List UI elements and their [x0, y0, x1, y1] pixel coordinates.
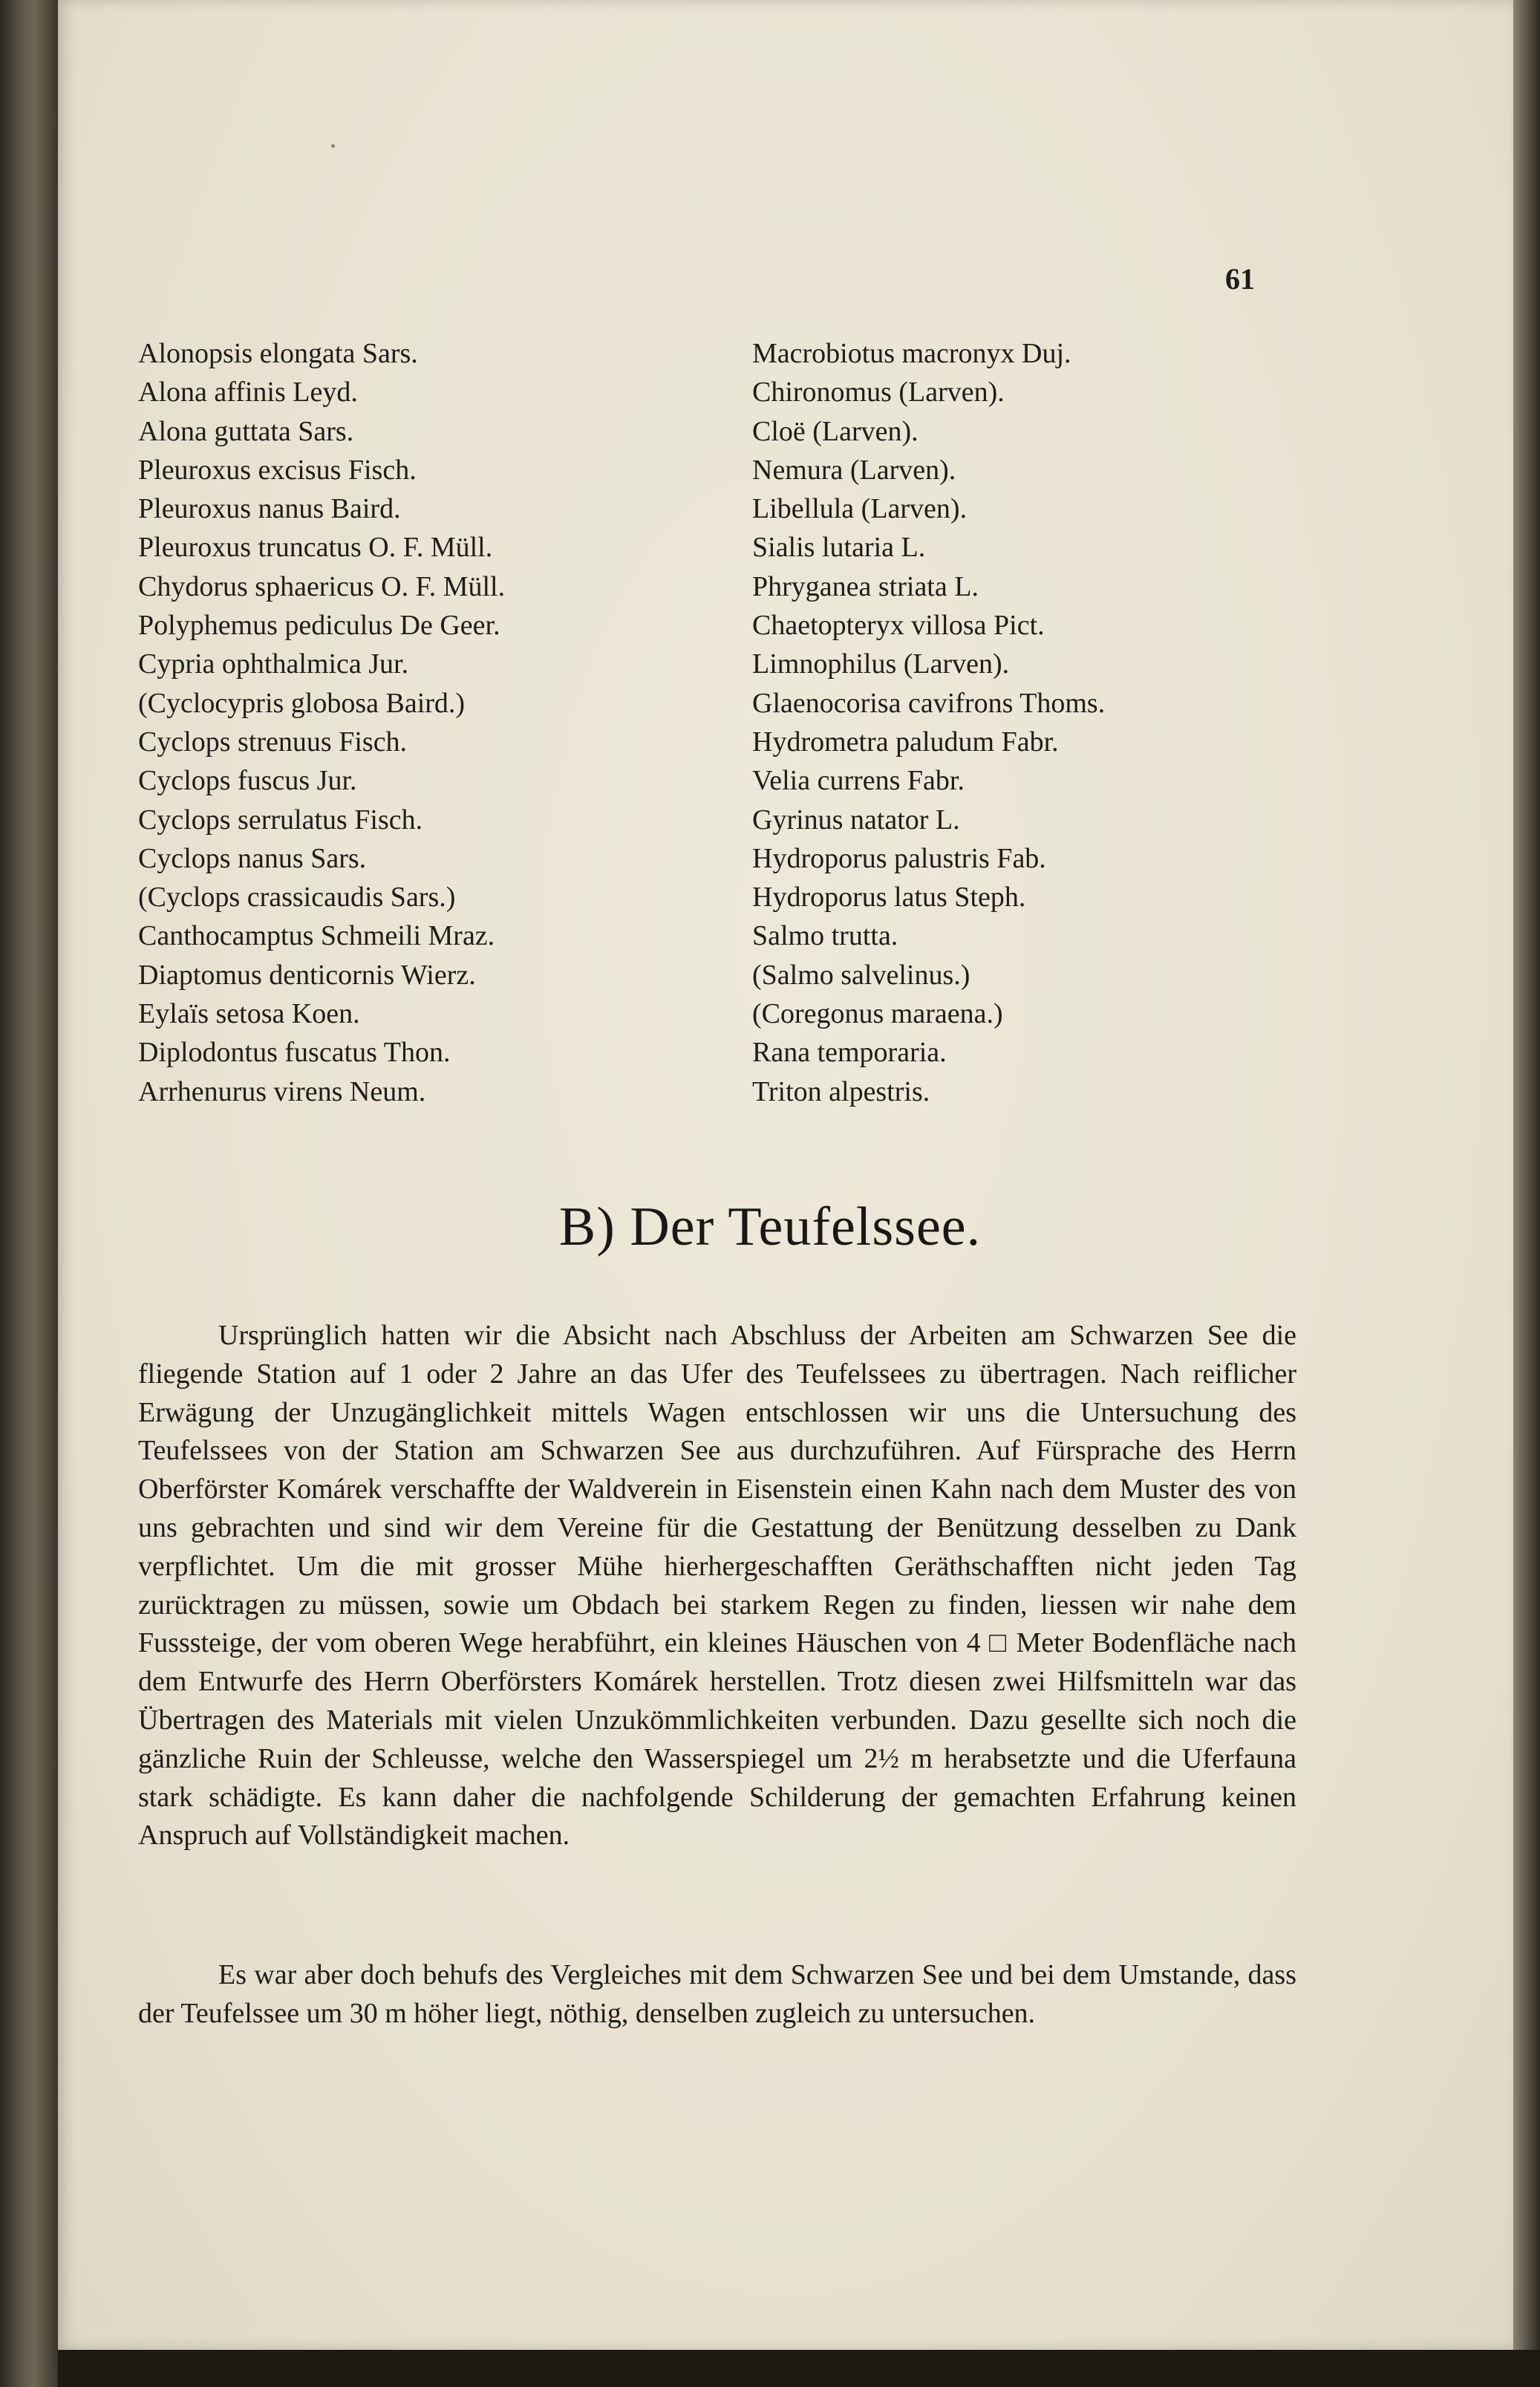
body-paragraph-1: Ursprünglich hatten wir die Absicht nach Abschluss der Arbeiten am Schwarzen See die fliegende Station auf 1 oder 2 Jahre an das Ufer des Teufelssees zu übertragen. Nach reiflicher Erwägung der Unzugänglichkeit mittels Wagen entschlossen wir uns die Untersuchung des Teufelssees von der Station am Schwarzen See aus durchzuführen. Auf Fürsprache des Herrn Oberförster Komárek verschaffte der Waldverein in Eisenstein einen Kahn nach dem Muster des von uns gebrachten und sind wir dem Vereine für die Gestattung der Benützung desselben zu Dank verpflichtet. Um die mit grosser Mühe hierhergeschafften Geräthschafften nicht jeden Tag zurücktragen zu müssen, sowie um Obdach bei starkem Regen zu finden, liessen wir nahe dem Fusssteige, der vom oberen Wege herabführt, ein kleines Häuschen von 4 □ Meter Bodenfläche nach dem Entwurfe des Herrn Oberförsters Komárek herstellen. Trotz diesen zwei Hilfsmitteln war das Übertragen des Materials mit vielen Unzukömmlichkeiten verbunden. Dazu gesellte sich noch die gänzliche Ruin der Schleusse, welche den Wasserspiegel um 2½ m herabsetzte und die Uferfauna stark schädigte. Es kann daher die nachfolgende Schilderung der gemachten Erfahrung keinen Anspruch auf Vollständigkeit machen.	[138, 1320, 1296, 1852]
species-entry: Triton alpestris.	[752, 1075, 930, 1107]
species-entry: Cyclops fuscus Jur.	[138, 765, 357, 797]
species-entry: Diplodontus fuscatus Thon.	[138, 1037, 451, 1069]
species-entry: Velia currens Fabr.	[752, 765, 965, 797]
species-entry: Chydorus sphaericus O. F. Müll.	[138, 570, 506, 602]
species-entry: Canthocamptus Schmeili Mraz.	[138, 920, 495, 952]
species-entry: Hydroporus palustris Fab.	[752, 842, 1046, 874]
species-entry: Rana temporaria.	[752, 1037, 947, 1069]
species-entry: Eylaïs setosa Koen.	[138, 998, 360, 1030]
body-paragraph-2: Es war aber doch behufs des Vergleiches mit dem Schwarzen See und bei dem Umstande, dass der Teufelssee um 30 m höher liegt, nöthig, denselben zugleich zu untersuchen.	[138, 1959, 1296, 2029]
page-bottom-edge	[58, 2350, 1540, 2387]
species-entry: Macrobiotus macronyx Duj.	[752, 338, 1071, 369]
species-entry: Hydroporus latus Steph.	[752, 882, 1026, 914]
species-entry: Chironomus (Larven).	[752, 377, 1005, 408]
species-entry: Cyclops nanus Sars.	[138, 842, 367, 874]
species-list-right	[752, 334, 1105, 1111]
species-entry: Alona affinis Leyd.	[138, 377, 358, 408]
page-right-edge	[1513, 0, 1540, 2387]
species-entry: Sialis lutaria L.	[752, 532, 926, 564]
species-entry: Alonopsis elongata Sars.	[138, 338, 418, 369]
species-entry: Polyphemus pediculus De Geer.	[138, 610, 500, 642]
species-entry: Limnophilus (Larven).	[752, 648, 1010, 680]
species-entry: Libellula (Larven).	[752, 493, 968, 525]
species-entry: Pleuroxus truncatus O. F. Müll.	[138, 532, 493, 564]
species-entry: Salmo trutta.	[752, 920, 898, 952]
species-list-left	[138, 334, 505, 1111]
species-entry: Hydrometra paludum Fabr.	[752, 726, 1059, 758]
book-binding-edge	[0, 0, 58, 2387]
species-entry: Diaptomus denticornis Wierz.	[138, 959, 476, 991]
species-entry: Alona guttata Sars.	[138, 415, 354, 447]
species-entry: (Cyclops crassicaudis Sars.)	[138, 882, 456, 914]
species-entry: (Salmo salvelinus.)	[752, 959, 970, 991]
species-entry: Nemura (Larven).	[752, 454, 956, 486]
species-entry: Cyclops serrulatus Fisch.	[138, 804, 423, 836]
species-entry: Cloë (Larven).	[752, 415, 919, 447]
species-entry: (Coregonus maraena.)	[752, 998, 1003, 1030]
section-title: B) Der Teufelssee.	[558, 1196, 982, 1257]
species-entry: Chaetopteryx villosa Pict.	[752, 610, 1045, 642]
species-entry: (Cyclocypris globosa Baird.)	[138, 687, 466, 719]
species-entry: Pleuroxus excisus Fisch.	[138, 454, 417, 486]
paper-speck	[331, 144, 335, 148]
species-entry: Gyrinus natator L.	[752, 804, 960, 836]
species-entry: Pleuroxus nanus Baird.	[138, 493, 401, 525]
species-entry: Phryganea striata L.	[752, 570, 979, 602]
species-entry: Cypria ophthalmica Jur.	[138, 648, 409, 680]
species-entry: Cyclops strenuus Fisch.	[138, 726, 408, 758]
species-entry: Glaenocorisa cavifrons Thoms.	[752, 687, 1106, 719]
page-number: 61	[1225, 262, 1255, 296]
species-entry: Arrhenurus virens Neum.	[138, 1075, 426, 1107]
